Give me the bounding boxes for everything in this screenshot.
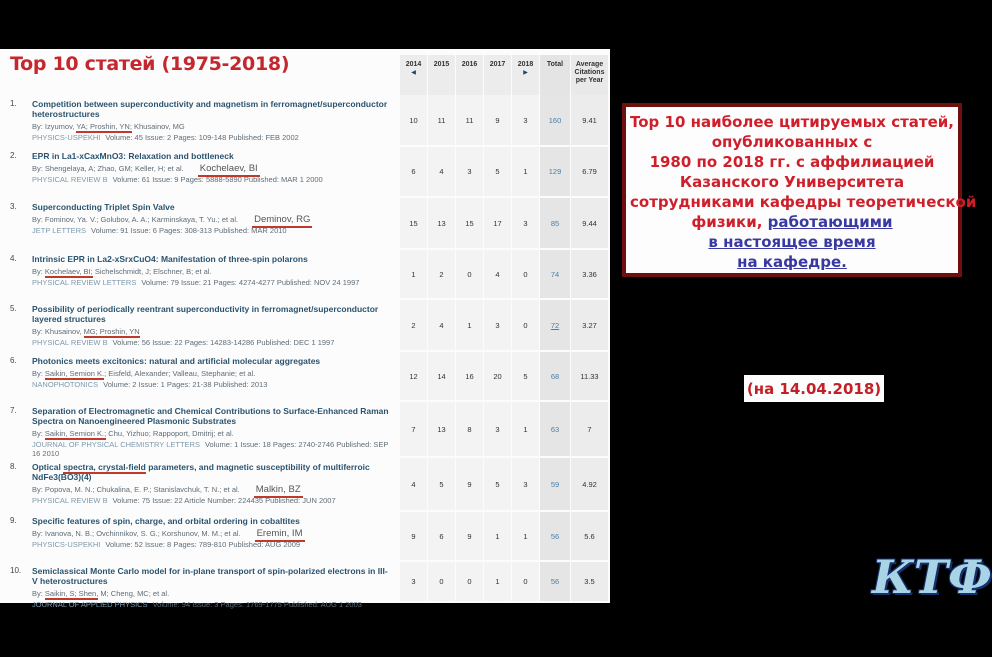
article-entry [0,95,392,147]
total-citations-link[interactable]: 63 [540,402,570,456]
avg-citations-cell: 5.6 [571,512,608,560]
citation-count-cell: 6 [428,512,455,560]
article-authors [32,369,392,378]
column-header-2017 [484,55,511,95]
journal-line [32,133,392,142]
avg-citations-cell: 3.27 [571,300,608,350]
article-authors [32,215,392,224]
date-box [744,375,884,402]
article-body [32,95,392,147]
article-body [32,300,392,352]
total-citations-link[interactable]: 56 [540,562,570,601]
citation-count-cell: 4 [428,147,455,196]
authors-text: By: Fominov, Ya. V.; Golubov, A. A.; Karminskaya, T. Yu.; et al. [32,215,239,224]
authors-text: ; Eisfeld, Alexander; Valleau, Stephanie; et al. [104,369,256,378]
annotation-name: Malkin, BZ [254,484,303,498]
ktf-logo: КТФ [872,550,992,604]
info-line: сотрудниками кафедры теоретической [630,193,977,211]
authors-text: By: [32,267,45,276]
column-header-2018 [512,55,539,95]
column-header-2015 [428,55,455,95]
title-text: Photonics meets excitonics: natural and artificial molecular aggregates [32,356,321,366]
avg-citations-cell: 9.44 [571,198,608,248]
journal-line [32,278,392,287]
citation-count-cell: 7 [400,402,427,456]
journal-line [32,540,392,549]
journal-meta: Volume: 94 Issue: 3 Pages: 1769-1775 Published: AUG 1 2003 [152,600,362,609]
article-number: 4. [10,254,17,263]
journal-meta: Volume: 52 Issue: 8 Pages: 789-810 Published: AUG 2009 [105,540,301,549]
journal-meta: Volume: 2 Issue: 1 Pages: 21-38 Published: 2013 [103,380,268,389]
title-text: Semiclassical Monte Carlo model for in-plane transport of spin-polarized electrons in III-V heterostructures [32,566,388,586]
article-row [0,352,610,402]
citation-count-cell: 0 [456,562,483,601]
article-body [32,402,392,458]
total-citations-link[interactable]: 74 [540,250,570,298]
annotation-name: Kochelaev, BI [198,163,260,177]
title-text: Superconducting Triplet Spin Valve [32,202,175,212]
article-authors [32,267,392,276]
total-citations-link[interactable]: 85 [540,198,570,248]
citation-count-cell: 16 [456,352,483,400]
title-text: Possibility of periodically reentrant superconductivity in ferromagnet/superconductor layered structures [32,304,379,324]
journal-line [32,380,392,389]
article-number: 5. [10,304,17,313]
article-row [0,402,610,458]
article-entry [0,512,392,562]
date-text: (на 14.04.2018) [746,379,882,398]
citation-count-cell: 15 [400,198,427,248]
citation-count-cell: 1 [456,300,483,350]
journal-name: PHYSICS-USPEKHI [32,133,101,142]
author-highlight: Kochelaev, BI; [44,267,93,276]
total-citations-link[interactable]: 160 [540,95,570,145]
year-label: 2014 [405,61,422,68]
year-label: 2015 [433,61,450,68]
info-red-text: физики, [691,213,768,231]
column-header-average [571,55,608,95]
citation-count-cell: 4 [400,458,427,510]
info-blue-text: работающими [767,213,893,231]
pagination-right-icon[interactable]: ▶ [523,70,528,76]
article-body [32,250,392,300]
annotation-name: Deminov, RG [252,214,312,228]
article-title-link[interactable] [32,250,392,264]
info-blue-line: в настоящее время [708,233,876,251]
article-number: 10. [10,566,22,575]
table-header-row [0,49,610,95]
citation-count-cell: 13 [428,402,455,456]
article-title-link[interactable] [32,458,392,482]
article-title-link[interactable] [32,352,392,366]
citation-count-cell: 17 [484,198,511,248]
journal-name: PHYSICS-USPEKHI [32,540,101,549]
citation-count-cell: 10 [400,95,427,145]
article-row [0,458,610,512]
article-entry [0,458,392,512]
journal-meta: Volume: 56 Issue: 22 Pages: 14283-14286 Published: DEC 1 1997 [112,338,335,347]
citation-count-cell: 3 [512,458,539,510]
total-citations-link[interactable]: 129 [540,147,570,196]
article-body [32,198,392,250]
citation-count-cell: 3 [512,198,539,248]
avg-citations-cell: 7 [571,402,608,456]
citation-count-cell: 12 [400,352,427,400]
total-label: Total [546,61,564,68]
year-label: 2018 [517,61,534,68]
citation-count-cell: 2 [428,250,455,298]
title-text: Intrinsic EPR in La2-xSrxCuO4: Manifestation of three-spin polarons [32,254,308,264]
title-zone [0,49,392,95]
authors-text: Sichelschmidt, J; Elschner, B; et al. [92,267,212,276]
article-entry [0,352,392,402]
citation-count-cell: 5 [484,147,511,196]
column-header-2014 [400,55,427,95]
title-text: Specific features of spin, charge, and orbital ordering in cobaltites [32,516,300,526]
avg-citations-cell: 3.36 [571,250,608,298]
article-authors [32,164,392,173]
citation-count-cell: 6 [400,147,427,196]
journal-line [32,226,392,235]
title-text: parameters, and magnetic susceptibility of multiferroic NdFe3(BO3)(4) [32,462,370,482]
citation-count-cell: 1 [400,250,427,298]
authors-text: Khusainov, MG [131,122,185,131]
citation-count-cell: 11 [456,95,483,145]
title-text: Separation of Electromagnetic and Chemical Contributions to Surface-Enhanced Raman Spectra on Nanoengineered Plasmonic Substrates [32,406,389,426]
citation-count-cell: 9 [484,95,511,145]
wos-citation-report-panel [0,49,610,609]
author-highlight: Saikin, Semion K. [44,369,105,378]
article-title-link[interactable] [32,402,392,426]
author-highlight: MG; Proshin, YN [83,327,140,336]
article-row [0,562,610,609]
page-title: Top 10 статей (1975-2018) [10,53,290,75]
title-highlight: spectra, crystal-field [63,462,146,472]
citation-count-cell: 1 [512,512,539,560]
citation-count-cell: 5 [428,458,455,510]
citation-count-cell: 5 [512,352,539,400]
journal-line [32,175,392,184]
annotation-name: Eremin, IM [255,528,305,542]
journal-name: PHYSICAL REVIEW B [32,496,108,505]
citation-count-cell: 15 [456,198,483,248]
citation-count-cell: 14 [428,352,455,400]
journal-name: JOURNAL OF PHYSICAL CHEMISTRY LETTERS [32,440,200,449]
authors-text: By: Izyumov, [32,122,77,131]
authors-text: By: Khusainov, [32,327,84,336]
article-title-link[interactable] [32,562,392,586]
info-line: опубликованных с [711,133,873,151]
article-entry [0,402,392,458]
citation-count-cell: 3 [484,300,511,350]
info-line: Top 10 наиболее цитируемых статей, [630,113,954,131]
authors-text: By: [32,429,45,438]
citation-count-cell: 5 [484,458,511,510]
title-text: Competition between superconductivity and magnetism in ferromagnet/superconductor heterostructures [32,99,388,119]
article-row [0,95,610,147]
avg-citations-cell: 11.33 [571,352,608,400]
article-number: 7. [10,406,17,415]
citation-count-cell: 9 [456,458,483,510]
citation-count-cell: 3 [484,402,511,456]
journal-name: NANOPHOTONICS [32,380,99,389]
journal-meta: Volume: 75 Issue: 22 Article Number: 224435 Published: JUN 2007 [112,496,336,505]
avg-citations-cell: 4.92 [571,458,608,510]
info-line: 1980 по 2018 гг. с аффилиацией [649,153,935,171]
citation-count-cell: 9 [400,512,427,560]
journal-line [32,338,392,347]
article-row [0,250,610,300]
citation-count-cell: 1 [512,402,539,456]
citation-count-cell: 9 [456,512,483,560]
authors-text: By: Shengelaya, A; Zhao, GM; Keller, H; et al. [32,164,184,173]
title-text: Optical [32,462,64,472]
article-number: 3. [10,202,17,211]
article-entry [0,147,392,198]
article-authors [32,429,392,438]
citation-count-cell: 8 [456,402,483,456]
author-highlight: YA; Proshin, YN; [76,122,132,131]
column-header-2016 [456,55,483,95]
journal-line [32,600,392,609]
authors-text: By: [32,369,45,378]
journal-line [32,440,392,458]
citation-count-cell: 3 [456,147,483,196]
citation-count-cell: 13 [428,198,455,248]
average-label: Average Citations per Year [574,61,605,84]
article-title-link[interactable] [32,300,392,324]
citation-count-cell: 3 [512,95,539,145]
avg-citations-cell: 9.41 [571,95,608,145]
citation-count-cell: 4 [484,250,511,298]
article-entry [0,198,392,250]
author-highlight: Saikin, S; Shen, [44,589,99,598]
title-text: EPR in La1-xCaxMnO3: Relaxation and bottleneck [32,151,234,161]
journal-name: PHYSICAL REVIEW B [32,175,108,184]
article-number: 8. [10,462,17,471]
author-highlight: Saikin, Semion K.; [44,429,107,438]
citation-count-cell: 0 [512,562,539,601]
article-entry [0,250,392,300]
citation-count-cell: 20 [484,352,511,400]
article-body [32,147,392,198]
citation-count-cell: 11 [428,95,455,145]
citation-count-cell: 0 [428,562,455,601]
journal-name: PHYSICAL REVIEW LETTERS [32,278,137,287]
article-authors [32,485,392,494]
total-citations-link[interactable]: 56 [540,512,570,560]
article-title-link[interactable] [32,198,392,212]
article-title-link[interactable] [32,147,392,161]
journal-name: PHYSICAL REVIEW B [32,338,108,347]
article-number: 6. [10,356,17,365]
journal-meta: Volume: 91 Issue: 6 Pages: 308-313 Published: MAR 2010 [91,226,287,235]
total-citations-link[interactable]: 72 [540,300,570,350]
citation-count-cell: 0 [456,250,483,298]
authors-text: Chu, Yizhuo; Rappoport, Dmitrij; et al. [106,429,234,438]
article-number: 9. [10,516,17,525]
journal-meta: Volume: 45 Issue: 2 Pages: 109-148 Published: FEB 2002 [105,133,299,142]
citation-count-cell: 0 [512,250,539,298]
article-body [32,458,392,512]
citation-count-cell: 3 [400,562,427,601]
article-body [32,352,392,402]
citation-count-cell: 4 [428,300,455,350]
article-number: 1. [10,99,17,108]
article-body [32,562,392,609]
year-label: 2016 [461,61,478,68]
total-citations-link[interactable]: 59 [540,458,570,510]
authors-text: By: [32,589,45,598]
article-row [0,512,610,562]
article-title-link[interactable] [32,95,392,119]
article-title-link[interactable] [32,512,392,526]
journal-meta: Volume: 79 Issue: 21 Pages: 4274-4277 Published: NOV 24 1997 [141,278,360,287]
info-blue-line: на кафедре. [737,253,847,271]
pagination-left-icon[interactable]: ◀ [411,70,416,76]
article-authors [32,327,392,336]
citation-count-cell: 1 [484,562,511,601]
authors-text: By: Ivanova, N. B.; Ovchinnikov, S. G.; Korshunov, M. M.; et al. [32,529,241,538]
article-authors [32,589,392,598]
citation-count-cell: 0 [512,300,539,350]
journal-name: JETP LETTERS [32,226,87,235]
citation-count-cell: 1 [484,512,511,560]
article-number: 2. [10,151,17,160]
article-row [0,300,610,352]
journal-line [32,496,392,505]
article-row [0,198,610,250]
journal-name: JOURNAL OF APPLIED PHYSICS [32,600,148,609]
article-row [0,147,610,198]
avg-citations-cell: 6.79 [571,147,608,196]
avg-citations-cell: 3.5 [571,562,608,601]
total-citations-link[interactable]: 68 [540,352,570,400]
article-entry [0,300,392,352]
journal-meta: Volume: 1 Issue: 18 Pages: 2740-2746 Published: SEP 16 2010 [32,440,389,458]
authors-text: By: Popova, M. N.; Chukalina, E. P.; Stanislavchuk, T. N.; et al. [32,485,240,494]
article-authors [32,529,392,538]
article-authors [32,122,392,131]
info-box [622,103,977,277]
citation-count-cell: 2 [400,300,427,350]
authors-text: M; Cheng, MC; et al. [98,589,170,598]
citation-count-cell: 1 [512,147,539,196]
article-entry [0,562,392,609]
column-header-total [540,55,570,95]
info-line [630,212,954,232]
year-label: 2017 [489,61,506,68]
article-body [32,512,392,562]
info-line: Казанского Университета [679,173,905,191]
journal-meta: Volume: 61 Issue: 9 Pages: 5888-5890 Published: MAR 1 2000 [112,175,323,184]
